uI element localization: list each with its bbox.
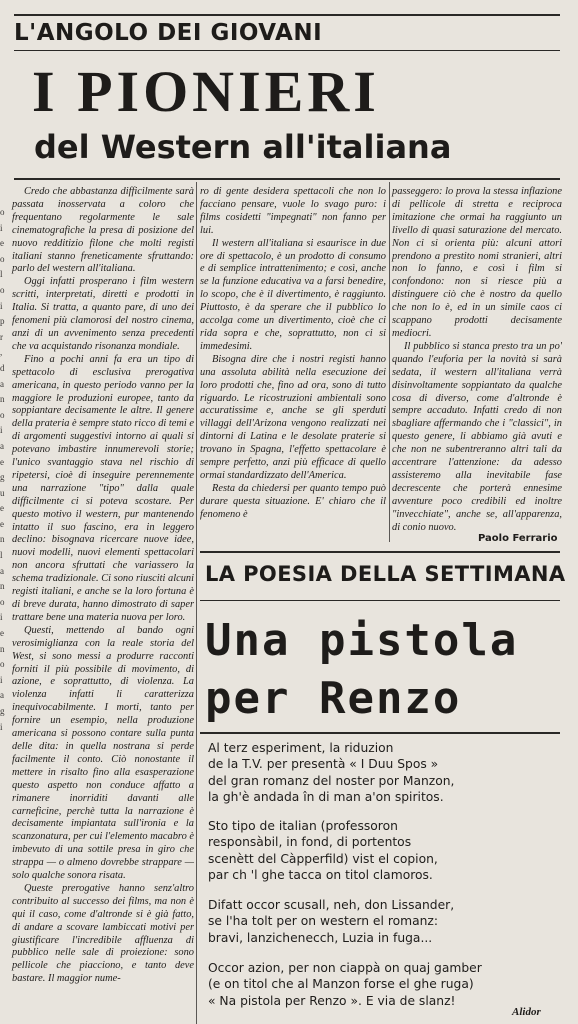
strip-letter: e bbox=[0, 456, 4, 467]
article-paragraph: Il pubblico si stanca presto tra un po' quando l'euforia per la novità si sarà sedata, il western all'italiana verrà disinvoltamente soppiantato da qualche cosa di diverso, come d'altronde è sempre accaduto. Infatti credo di non sbagliare affermando che i "classici", in questo genere, li abbiamo già avuti e che non ne subentreranno altri tali da accentrare l'attenzione: da adesso assisteremo alla inevitabile fase decrescente che porterà ennesime avventure poco credibili ed inoltre "invecchiate", anche se, all'apparenza, di conio nuovo. bbox=[392, 340, 562, 533]
article-paragraph: ro di gente desidera spettacoli che non lo facciano pensare, vuole lo svago puro: i films cosidetti "impegnati" non fanno per lui. bbox=[200, 186, 386, 236]
poem-line: par ch 'l ghe tacca on titol clamoros. bbox=[208, 868, 433, 883]
article-column-1 bbox=[12, 186, 194, 986]
strip-letter: a bbox=[0, 440, 4, 451]
poem-title-line: per Renzo bbox=[205, 673, 462, 724]
poem-line: scenètt del Càpperfild) vist el copion, bbox=[208, 851, 438, 866]
poem-line: « Na pistola per Renzo ». E via de slanz! bbox=[208, 993, 456, 1008]
title-rule bbox=[14, 178, 560, 180]
section-rule bbox=[14, 50, 560, 51]
poem-line: del gran romanz del noster por Manzon, bbox=[208, 773, 455, 788]
strip-letter: i bbox=[0, 425, 3, 436]
poem-line: Occor azion, per non ciappà on quaj gamber bbox=[208, 961, 482, 975]
strip-letter: d bbox=[0, 362, 5, 373]
strip-letter: n bbox=[0, 534, 5, 545]
poetry-section-heading: LA POESIA DELLA SETTIMANA bbox=[205, 562, 566, 586]
poem-stanza bbox=[208, 740, 558, 806]
strip-letter: n bbox=[0, 643, 5, 654]
strip-letter: i bbox=[0, 721, 3, 732]
strip-letter: n bbox=[0, 581, 5, 592]
strip-letter: o bbox=[0, 409, 5, 420]
article-headline: I PIONIERI bbox=[32, 59, 380, 124]
poem-line: se l'ha tolt per on western el romanz: bbox=[208, 914, 439, 929]
article-paragraph: Oggi infatti prosperano i film western scritti, interpretati, diretti e prodotti in Italia. Si tratta, a quanto pare, di uno dei fenomeni più clamorosi del nostro cinema, anzi di un avvenimento senza precedenti che va acquistando risonanza mondiale. bbox=[12, 276, 194, 352]
strip-letter: g bbox=[0, 472, 5, 483]
strip-letter: e bbox=[0, 503, 4, 514]
strip-letter: i bbox=[0, 612, 3, 623]
strip-letter: a bbox=[0, 565, 4, 576]
poem-line: Al terz esperiment, la riduzion bbox=[208, 741, 394, 755]
poem-title-line: Una pistola bbox=[205, 615, 519, 666]
strip-letter: o bbox=[0, 284, 5, 295]
article-paragraph: Questi, mettendo al bando ogni verosimiglianza con la reale storia del West, si sono messi a produrre racconti forniti il più possibile di movimento, di azione, e soprattutto, di violenza. La violenza infatti li caratterizza inequivocabilmente. I morti, tanto per fornire un esempio, nella produzione americana si possono contare sulla punta delle dita: in quella nostrana si perde facilmente il conto. Ciò nonostante il mettere in risalto fino alla esasperazione questo aspetto non conduce affatto a rimanere inorriditi davanti alle carneficine, perchè tutta la narrazione è decisamente impiantata sull'ironia e la scanzonatura, per cui l'elemento macabro è imbevuto di una sottile presa in giro che strappa — o almeno dovrebbe strappare — solo qualche sonora risata. bbox=[12, 624, 194, 882]
poem-line: la gh'è andada în di man a'on spiritos. bbox=[208, 790, 444, 805]
article-paragraph: Il western all'italiana si esaurisce in due ore di spettacolo, è un prodotto di consumo e di semplice intrattenimento; e così, anche se la funzione educativa va a farsi benedire, lo scopo, che è il divertimento, è raggiunto. Piuttosto, è da sperare che il pubblico lo accolga come un divertimento, cioè che ci rida sopra e che, soprattutto, non ci si immedesimi. bbox=[200, 237, 386, 352]
strip-letter: e bbox=[0, 238, 4, 249]
poem-title bbox=[205, 612, 518, 728]
strip-letter: e bbox=[0, 628, 4, 639]
strip-letter: e bbox=[0, 518, 4, 529]
poem-stanza bbox=[208, 818, 558, 884]
column-divider bbox=[196, 182, 197, 1024]
article-paragraph: Fino a pochi anni fa era un tipo di spettacolo di esclusiva prerogativa americana, in questo periodo vanno per la maggiore le produzioni europee, tanto da soppiantare decisamente le altre. Il genere della prateria è sempre stato ricco di temi e di argomenti suggestivi intorno ai quali si potevano imbastire innumerevoli storie; l'unico svantaggio stava nel rischio di ripetersi, cioè di inseguire perennemente una narrazione "tipo" dalla quale difficilmente ci si poteva scostare. Per questo motivo il western, pur mantenendo intatto il suo fascino, era in leggero declino: bisognava ricercare nuove idee, nuovi modelli, nuovi elementi spettacolari non ancora sfruttati che variassero la schema tradizionale. Ci sono riusciti alcuni registi italiani, e anche se la loro fortuna è di breve durata, hanno dimostrato di saper trattare bene una materia nuova per loro. bbox=[12, 353, 194, 623]
article-paragraph: passeggero: lo prova la stessa inflazione di pellicole di stretta e reciproca imitazione che ormai ha raggiunto un livello di quasi saturazione del mercato. Non ci si orienta più: alcuni attori prendono a prestito nomi stranieri, altri non lo fanno, e così i film si confondono: non si riesce più a distinguere ciò che è nostro da quello che non lo è, ed in un simile caos ci scappano prodotti decisamente mediocri. bbox=[392, 186, 562, 339]
article-paragraph: Bisogna dire che i nostri registi hanno una assoluta abilità nella esecuzione dei loro prodotti che, fino ad ora, sono di tutto riguardo. Le ricostruzioni ambientali sono accuratissime e, anche se gli sperduti villaggi dell'Arizona vengono realizzati nei dintorni di Latina e le desolate praterie si trovano in Spagna, l'effetto spettacolare è sempre perfetto, anzi più efficace di quello ormai standardizzato dell'America. bbox=[200, 353, 386, 481]
strip-letter: i bbox=[0, 674, 3, 685]
strip-letter: o bbox=[0, 596, 5, 607]
strip-letter: g bbox=[0, 706, 5, 716]
strip-letter: n bbox=[0, 394, 5, 405]
poem-line: responsàbil, in fond, di portentos bbox=[208, 835, 412, 850]
poem-stanza bbox=[208, 897, 558, 946]
poem-line: Difatt occor scusall, neh, don Lissander, bbox=[208, 898, 455, 912]
article-column-2 bbox=[200, 186, 386, 522]
top-rule bbox=[14, 14, 560, 16]
poem-line: Sto tipo de italian (professoron bbox=[208, 819, 398, 833]
column-divider bbox=[389, 182, 390, 542]
section-heading: L'ANGOLO DEI GIOVANI bbox=[14, 20, 323, 46]
poem-line: bravi, lanzichenecch, Luzia in fuga... bbox=[208, 930, 433, 945]
strip-letter: r bbox=[0, 331, 3, 342]
adjacent-page-strip bbox=[0, 205, 9, 805]
poem-stanza bbox=[208, 960, 558, 1009]
strip-letter: a bbox=[0, 690, 4, 701]
strip-letter: o bbox=[0, 207, 5, 217]
strip-letter: l bbox=[0, 269, 3, 280]
strip-letter: i bbox=[0, 300, 3, 311]
poetry-rule bbox=[200, 600, 560, 601]
strip-letter: o bbox=[0, 659, 5, 670]
poetry-rule bbox=[200, 732, 560, 734]
strip-letter: a bbox=[0, 378, 4, 389]
article-column-3 bbox=[392, 186, 562, 534]
poetry-rule bbox=[200, 551, 560, 553]
article-signature: Paolo Ferrario bbox=[478, 533, 558, 544]
article-paragraph: Resta da chiedersi per quanto tempo può durare questa situazione. E' chiaro che il fenomeno è bbox=[200, 482, 386, 520]
strip-letter: u bbox=[0, 487, 5, 498]
strip-letter: l bbox=[0, 550, 3, 561]
strip-letter: i bbox=[0, 222, 3, 233]
strip-letter: p bbox=[0, 316, 5, 327]
poem-author: Alidor bbox=[512, 1006, 541, 1018]
article-paragraph: Queste prerogative hanno senz'altro contribuito al successo dei films, ma non è qui il caso, come d'altronde si è già fatto, di andare a scovare lambiccati motivi per giustificare l'incredibile affluenza di pubblico nelle sale di proiezione: sono pellicole che piacciono, e tanto deve bastare. Il maggior nume- bbox=[12, 882, 194, 985]
strip-letter: , bbox=[0, 347, 3, 358]
poem-line: de la T.V. per presentà « I Duu Spos » bbox=[208, 757, 439, 772]
article-subheadline: del Western all'italiana bbox=[34, 128, 452, 166]
strip-letter: o bbox=[0, 253, 5, 264]
poem-line: (e on titol che al Manzon forse el ghe ruga) bbox=[208, 977, 474, 992]
article-paragraph: Credo che abbastanza difficilmente sarà passata inosservata a coloro che frequentano regolarmente le sale cinematografiche la presa di posizione del nuovo redditizio filone che molti registi italiani stanno freneticamente sfruttando: parlo del western all'italiana. bbox=[12, 186, 194, 275]
